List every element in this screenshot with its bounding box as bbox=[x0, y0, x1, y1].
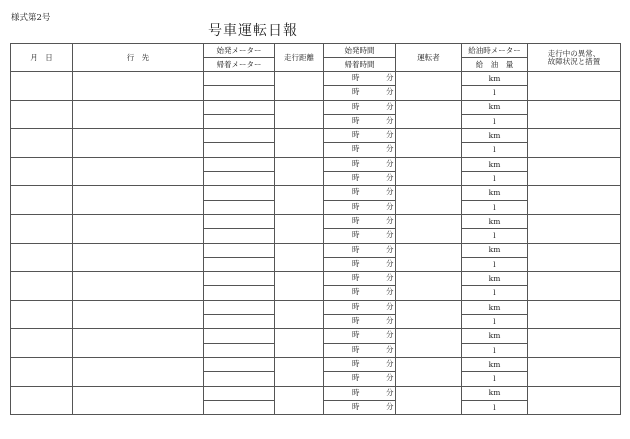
date-cell[interactable] bbox=[11, 300, 73, 329]
minute-label: 分 bbox=[386, 201, 394, 211]
return-meter-cell[interactable] bbox=[204, 200, 275, 214]
header-driver: 運転者 bbox=[396, 44, 462, 72]
depart-time-cell[interactable] bbox=[324, 129, 396, 143]
return-time-cell[interactable] bbox=[324, 400, 396, 414]
depart-meter-cell[interactable] bbox=[204, 100, 275, 114]
table-row bbox=[11, 357, 621, 371]
minute-label: 分 bbox=[386, 387, 394, 397]
hour-label: 時 bbox=[352, 201, 360, 211]
destination-cell[interactable] bbox=[73, 300, 204, 329]
fuel-meter-cell[interactable] bbox=[462, 186, 528, 200]
return-time-cell[interactable] bbox=[324, 200, 396, 214]
hour-label: 時 bbox=[352, 130, 360, 140]
fuel-amount-cell[interactable] bbox=[462, 400, 528, 414]
depart-time-cell[interactable] bbox=[324, 214, 396, 228]
liter-unit: l bbox=[493, 374, 496, 384]
return-meter-cell[interactable] bbox=[204, 343, 275, 357]
destination-cell[interactable] bbox=[73, 100, 204, 129]
minute-label: 分 bbox=[386, 244, 394, 254]
fuel-amount-cell[interactable] bbox=[462, 372, 528, 386]
km-unit: km bbox=[488, 159, 501, 169]
header-depart-meter: 始発メーター bbox=[204, 44, 275, 58]
distance-cell[interactable] bbox=[275, 272, 324, 301]
km-unit: km bbox=[488, 73, 501, 83]
destination-cell[interactable] bbox=[73, 329, 204, 358]
minute-label: 分 bbox=[386, 273, 394, 283]
fuel-meter-cell[interactable] bbox=[462, 272, 528, 286]
notes-cell[interactable] bbox=[528, 272, 621, 301]
return-meter-cell[interactable] bbox=[204, 114, 275, 128]
return-time-cell[interactable] bbox=[324, 86, 396, 100]
depart-time-cell[interactable] bbox=[324, 100, 396, 114]
driver-cell[interactable] bbox=[396, 357, 462, 386]
hour-label: 時 bbox=[352, 115, 360, 125]
header-distance: 走行距離 bbox=[275, 44, 324, 72]
driver-cell[interactable] bbox=[396, 186, 462, 215]
depart-meter-cell[interactable] bbox=[204, 300, 275, 314]
hour-label: 時 bbox=[352, 173, 360, 183]
date-cell[interactable] bbox=[11, 100, 73, 129]
driver-cell[interactable] bbox=[396, 272, 462, 301]
driver-cell[interactable] bbox=[396, 72, 462, 101]
hour-label: 時 bbox=[352, 73, 360, 82]
table-row bbox=[11, 129, 621, 143]
header-notes bbox=[528, 44, 621, 72]
depart-time-cell[interactable] bbox=[324, 357, 396, 371]
hour-label: 時 bbox=[352, 187, 360, 197]
destination-cell[interactable] bbox=[73, 214, 204, 243]
driver-cell[interactable] bbox=[396, 386, 462, 415]
distance-cell[interactable] bbox=[275, 329, 324, 358]
return-time-cell[interactable] bbox=[324, 172, 396, 186]
hour-label: 時 bbox=[352, 387, 360, 397]
hour-label: 時 bbox=[352, 373, 360, 383]
date-cell[interactable] bbox=[11, 243, 73, 272]
distance-cell[interactable] bbox=[275, 72, 324, 101]
distance-cell[interactable] bbox=[275, 386, 324, 415]
date-cell[interactable] bbox=[11, 157, 73, 186]
notes-cell[interactable] bbox=[528, 386, 621, 415]
header-return-time: 帰着時間 bbox=[324, 58, 396, 72]
km-unit: km bbox=[488, 216, 501, 226]
fuel-meter-cell[interactable] bbox=[462, 214, 528, 228]
destination-cell[interactable] bbox=[73, 272, 204, 301]
destination-cell[interactable] bbox=[73, 357, 204, 386]
minute-label: 分 bbox=[386, 301, 394, 311]
minute-label: 分 bbox=[386, 330, 394, 340]
minute-label: 分 bbox=[386, 73, 394, 82]
distance-cell[interactable] bbox=[275, 157, 324, 186]
table-row bbox=[11, 214, 621, 228]
hour-label: 時 bbox=[352, 344, 360, 354]
driver-cell[interactable] bbox=[396, 129, 462, 158]
depart-meter-cell[interactable] bbox=[204, 157, 275, 171]
driver-cell[interactable] bbox=[396, 329, 462, 358]
table-row bbox=[11, 100, 621, 114]
hour-label: 時 bbox=[352, 330, 360, 340]
table-row bbox=[11, 157, 621, 171]
form-number: 様式第2号 bbox=[11, 13, 51, 23]
hour-label: 時 bbox=[352, 144, 360, 154]
header-depart-time: 始発時間 bbox=[324, 44, 396, 58]
table-row bbox=[11, 329, 621, 343]
distance-cell[interactable] bbox=[275, 129, 324, 158]
return-time-cell[interactable] bbox=[324, 143, 396, 157]
hour-label: 時 bbox=[352, 316, 360, 326]
hour-label: 時 bbox=[352, 87, 360, 97]
minute-label: 分 bbox=[386, 173, 394, 183]
fuel-amount-cell[interactable] bbox=[462, 286, 528, 300]
depart-meter-cell[interactable] bbox=[204, 129, 275, 143]
return-meter-cell[interactable] bbox=[204, 400, 275, 414]
fuel-amount-cell[interactable] bbox=[462, 229, 528, 243]
minute-label: 分 bbox=[386, 158, 394, 168]
liter-unit: l bbox=[493, 345, 496, 355]
page-title: 号車運転日報 bbox=[208, 23, 298, 39]
distance-cell[interactable] bbox=[275, 300, 324, 329]
minute-label: 分 bbox=[386, 101, 394, 111]
destination-cell[interactable] bbox=[73, 72, 204, 101]
minute-label: 分 bbox=[386, 215, 394, 225]
notes-cell[interactable] bbox=[528, 100, 621, 129]
depart-meter-cell[interactable] bbox=[204, 272, 275, 286]
header-fuel-amount: 給 油 量 bbox=[462, 58, 528, 72]
fuel-amount-cell[interactable] bbox=[462, 172, 528, 186]
driving-log-table bbox=[10, 43, 621, 415]
minute-label: 分 bbox=[386, 144, 394, 154]
fuel-meter-cell[interactable] bbox=[462, 157, 528, 171]
depart-time-cell[interactable] bbox=[324, 157, 396, 171]
minute-label: 分 bbox=[386, 344, 394, 354]
hour-label: 時 bbox=[352, 230, 360, 240]
depart-meter-cell[interactable] bbox=[204, 357, 275, 371]
distance-cell[interactable] bbox=[275, 186, 324, 215]
return-meter-cell[interactable] bbox=[204, 229, 275, 243]
notes-cell[interactable] bbox=[528, 357, 621, 386]
table-row bbox=[11, 186, 621, 200]
header-notes-line1: 走行中の異常、 bbox=[547, 49, 601, 58]
notes-cell[interactable] bbox=[528, 243, 621, 272]
minute-label: 分 bbox=[386, 115, 394, 125]
liter-unit: l bbox=[493, 402, 496, 412]
depart-meter-cell[interactable] bbox=[204, 329, 275, 343]
depart-time-cell[interactable] bbox=[324, 272, 396, 286]
hour-label: 時 bbox=[352, 358, 360, 368]
depart-meter-cell[interactable] bbox=[204, 386, 275, 400]
liter-unit: l bbox=[493, 202, 496, 212]
km-unit: km bbox=[488, 359, 501, 369]
table-row bbox=[11, 386, 621, 400]
liter-unit: l bbox=[493, 88, 496, 98]
minute-label: 分 bbox=[386, 258, 394, 268]
header-return-meter: 帰着メーター bbox=[204, 58, 275, 72]
liter-unit: l bbox=[493, 259, 496, 269]
return-meter-cell[interactable] bbox=[204, 315, 275, 329]
km-unit: km bbox=[488, 188, 501, 198]
depart-meter-cell[interactable] bbox=[204, 72, 275, 86]
depart-time-cell[interactable] bbox=[324, 300, 396, 314]
minute-label: 分 bbox=[386, 316, 394, 326]
depart-time-cell[interactable] bbox=[324, 329, 396, 343]
header-row bbox=[11, 44, 621, 58]
driver-cell[interactable] bbox=[396, 243, 462, 272]
distance-cell[interactable] bbox=[275, 243, 324, 272]
fuel-amount-cell[interactable] bbox=[462, 86, 528, 100]
fuel-amount-cell[interactable] bbox=[462, 200, 528, 214]
fuel-amount-cell[interactable] bbox=[462, 114, 528, 128]
table-row bbox=[11, 300, 621, 314]
driver-cell[interactable] bbox=[396, 157, 462, 186]
notes-cell[interactable] bbox=[528, 186, 621, 215]
hour-label: 時 bbox=[352, 258, 360, 268]
liter-unit: l bbox=[493, 145, 496, 155]
date-cell[interactable] bbox=[11, 214, 73, 243]
return-meter-cell[interactable] bbox=[204, 372, 275, 386]
liter-unit: l bbox=[493, 316, 496, 326]
fuel-amount-cell[interactable] bbox=[462, 343, 528, 357]
km-unit: km bbox=[488, 331, 501, 341]
return-meter-cell[interactable] bbox=[204, 143, 275, 157]
minute-label: 分 bbox=[386, 230, 394, 240]
minute-label: 分 bbox=[386, 287, 394, 297]
return-meter-cell[interactable] bbox=[204, 257, 275, 271]
distance-cell[interactable] bbox=[275, 100, 324, 129]
minute-label: 分 bbox=[386, 373, 394, 383]
hour-label: 時 bbox=[352, 158, 360, 168]
notes-cell[interactable] bbox=[528, 300, 621, 329]
fuel-meter-cell[interactable] bbox=[462, 129, 528, 143]
notes-cell[interactable] bbox=[528, 129, 621, 158]
date-cell[interactable] bbox=[11, 386, 73, 415]
return-time-cell[interactable] bbox=[324, 315, 396, 329]
date-cell[interactable] bbox=[11, 72, 73, 101]
minute-label: 分 bbox=[386, 401, 394, 411]
fuel-meter-cell[interactable] bbox=[462, 357, 528, 371]
minute-label: 分 bbox=[386, 130, 394, 140]
return-time-cell[interactable] bbox=[324, 372, 396, 386]
hour-label: 時 bbox=[352, 401, 360, 411]
depart-time-cell[interactable] bbox=[324, 186, 396, 200]
fuel-amount-cell[interactable] bbox=[462, 315, 528, 329]
depart-meter-cell[interactable] bbox=[204, 214, 275, 228]
hour-label: 時 bbox=[352, 273, 360, 283]
fuel-meter-cell[interactable] bbox=[462, 300, 528, 314]
return-time-cell[interactable] bbox=[324, 229, 396, 243]
fuel-meter-cell[interactable] bbox=[462, 329, 528, 343]
return-meter-cell[interactable] bbox=[204, 172, 275, 186]
liter-unit: l bbox=[493, 173, 496, 183]
depart-meter-cell[interactable] bbox=[204, 186, 275, 200]
minute-label: 分 bbox=[386, 87, 394, 97]
km-unit: km bbox=[488, 274, 501, 284]
hour-label: 時 bbox=[352, 301, 360, 311]
notes-cell[interactable] bbox=[528, 72, 621, 101]
destination-cell[interactable] bbox=[73, 386, 204, 415]
table-row bbox=[11, 243, 621, 257]
km-unit: km bbox=[488, 245, 501, 255]
minute-label: 分 bbox=[386, 187, 394, 197]
notes-cell[interactable] bbox=[528, 214, 621, 243]
liter-unit: l bbox=[493, 116, 496, 126]
return-time-cell[interactable] bbox=[324, 114, 396, 128]
table-row bbox=[11, 72, 621, 86]
notes-cell[interactable] bbox=[528, 157, 621, 186]
return-time-cell[interactable] bbox=[324, 286, 396, 300]
return-time-cell[interactable] bbox=[324, 257, 396, 271]
header-fuel-meter: 給油時メーター bbox=[462, 44, 528, 58]
depart-time-cell[interactable] bbox=[324, 72, 396, 86]
driver-cell[interactable] bbox=[396, 300, 462, 329]
liter-unit: l bbox=[493, 288, 496, 298]
header-destination: 行 先 bbox=[73, 44, 204, 72]
return-time-cell[interactable] bbox=[324, 343, 396, 357]
distance-cell[interactable] bbox=[275, 357, 324, 386]
date-cell[interactable] bbox=[11, 329, 73, 358]
distance-cell[interactable] bbox=[275, 214, 324, 243]
fuel-meter-cell[interactable] bbox=[462, 243, 528, 257]
notes-cell[interactable] bbox=[528, 329, 621, 358]
date-cell[interactable] bbox=[11, 129, 73, 158]
driver-cell[interactable] bbox=[396, 214, 462, 243]
destination-cell[interactable] bbox=[73, 129, 204, 158]
driver-cell[interactable] bbox=[396, 100, 462, 129]
hour-label: 時 bbox=[352, 244, 360, 254]
km-unit: km bbox=[488, 302, 501, 312]
depart-meter-cell[interactable] bbox=[204, 243, 275, 257]
destination-cell[interactable] bbox=[73, 186, 204, 215]
header-date: 月 日 bbox=[11, 44, 73, 72]
return-meter-cell[interactable] bbox=[204, 286, 275, 300]
fuel-meter-cell[interactable] bbox=[462, 386, 528, 400]
depart-time-cell[interactable] bbox=[324, 243, 396, 257]
km-unit: km bbox=[488, 131, 501, 141]
fuel-meter-cell[interactable] bbox=[462, 72, 528, 86]
table-row bbox=[11, 272, 621, 286]
km-unit: km bbox=[488, 388, 501, 398]
liter-unit: l bbox=[493, 231, 496, 241]
hour-label: 時 bbox=[352, 287, 360, 297]
date-cell[interactable] bbox=[11, 186, 73, 215]
fuel-meter-cell[interactable] bbox=[462, 100, 528, 114]
destination-cell[interactable] bbox=[73, 157, 204, 186]
date-cell[interactable] bbox=[11, 357, 73, 386]
km-unit: km bbox=[488, 102, 501, 112]
destination-cell[interactable] bbox=[73, 243, 204, 272]
fuel-amount-cell[interactable] bbox=[462, 257, 528, 271]
return-meter-cell[interactable] bbox=[204, 86, 275, 100]
fuel-amount-cell[interactable] bbox=[462, 143, 528, 157]
depart-time-cell[interactable] bbox=[324, 386, 396, 400]
hour-label: 時 bbox=[352, 215, 360, 225]
date-cell[interactable] bbox=[11, 272, 73, 301]
minute-label: 分 bbox=[386, 358, 394, 368]
hour-label: 時 bbox=[352, 101, 360, 111]
header-notes-line2: 故障状況と措置 bbox=[547, 56, 601, 66]
